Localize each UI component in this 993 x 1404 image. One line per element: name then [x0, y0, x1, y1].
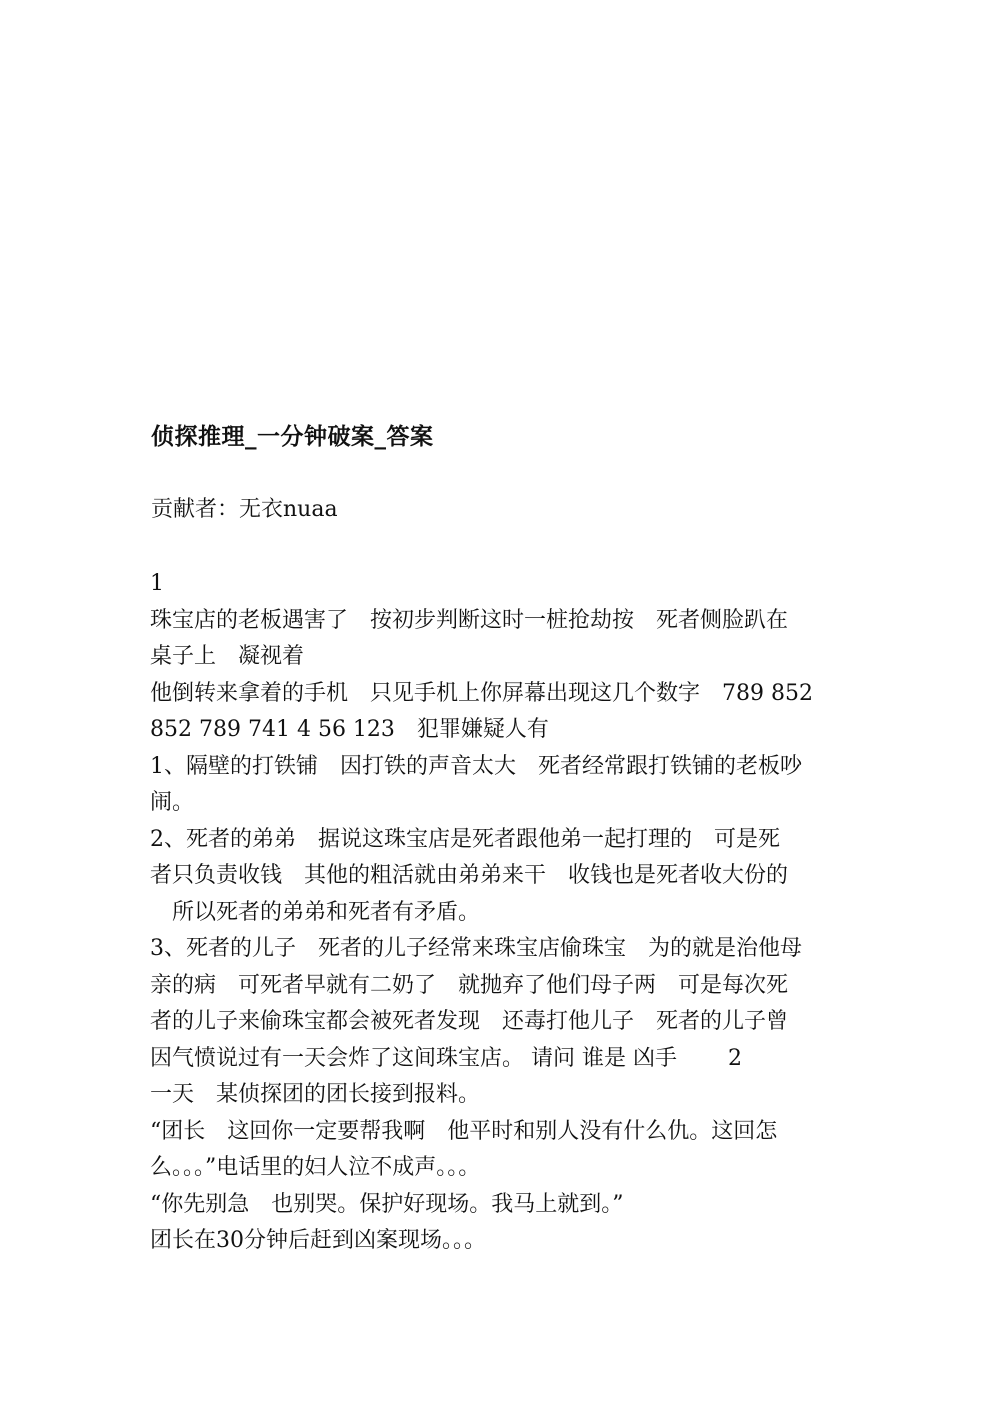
contributor-line: 贡献者：无衣nuaa — [151, 497, 338, 522]
text-line: 亲的病 可死者早就有二奶了 就抛弃了他们母子两 可是每次死 — [150, 972, 789, 998]
text-line: 1 — [150, 571, 164, 596]
text-line: 因气愤说过有一天会炸了这间珠宝店。 请问 谁是 凶手 2 — [150, 1045, 742, 1071]
text-line: 他倒转来拿着的手机 只见手机上你屏幕出现这几个数字 789 852 — [150, 680, 813, 706]
text-line: 珠宝店的老板遇害了 按初步判断这时一桩抢劫按 死者侧脸趴在 — [150, 607, 789, 633]
text-line: 3、死者的儿子 死者的儿子经常来珠宝店偷珠宝 为的就是治他母 — [150, 936, 802, 961]
text-line: 桌子上 凝视着 — [150, 644, 305, 669]
text-line: 团长在30分钟后赶到凶案现场。。。 — [150, 1228, 486, 1253]
text-line: 闹。 — [150, 790, 195, 815]
text-line: 2、死者的弟弟 据说这珠宝店是死者跟他弟一起打理的 可是死 — [150, 826, 780, 852]
text-line: 么。。。”电话里的妇人泣不成声。。。 — [150, 1155, 481, 1180]
body-text — [150, 566, 850, 1260]
text-line: “团长 这回你一定要帮我啊 他平时和别人没有什么仇。这回怎 — [150, 1118, 778, 1144]
text-line: 1、隔壁的打铁铺 因打铁的声音太大 死者经常跟打铁铺的老板吵 — [150, 753, 802, 779]
text-line: 852 789 741 4 56 123 犯罪嫌疑人有 — [150, 717, 549, 742]
text-line: 一天 某侦探团的团长接到报料。 — [150, 1082, 481, 1107]
text-line: 所以死者的弟弟和死者有矛盾。 — [150, 899, 481, 925]
text-line: 者只负责收钱 其他的粗活就由弟弟来干 收钱也是死者收大份的 — [150, 863, 789, 888]
text-line: “你先别急 也别哭。保护好现场。我马上就到。” — [150, 1191, 624, 1217]
document-title: 侦探推理_一分钟破案_答案 — [151, 423, 434, 450]
text-line: 者的儿子来偷珠宝都会被死者发现 还毒打他儿子 死者的儿子曾 — [150, 1009, 789, 1034]
